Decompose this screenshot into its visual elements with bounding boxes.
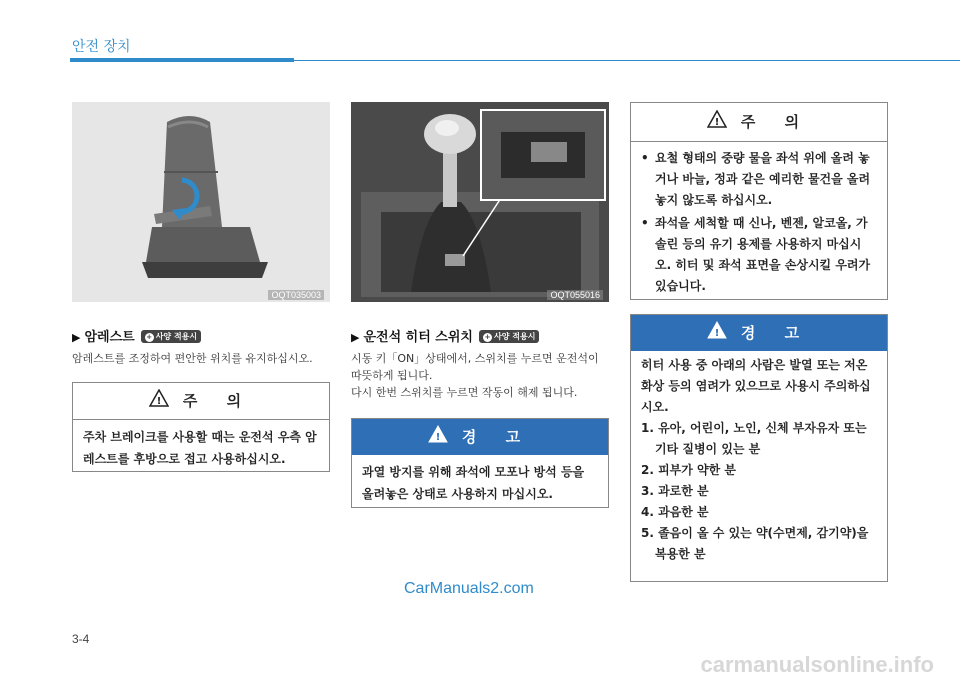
- warning-text: 과열 방지를 위해 좌석에 모포나 방석 등을 올려놓은 상태로 사용하지 마십시오.: [362, 465, 585, 501]
- section-title: 안전 장치: [72, 39, 131, 55]
- list-item: 5. 졸음이 올 수 있는 약(수면제, 감기약)을 복용한 분: [641, 526, 869, 561]
- list-item: 1. 유아, 어린이, 노인, 신체 부자유자 또는 기타 질병이 있는 분: [641, 421, 867, 456]
- warning-header: ! 경 고: [352, 419, 608, 455]
- heater-use-warning-box: [630, 314, 888, 582]
- warning-triangle-icon: [707, 316, 727, 352]
- list-item: 3. 과로한 분: [641, 484, 709, 498]
- triangle-bullet-icon: ▶: [72, 331, 81, 344]
- warning-intro: 히터 사용 중 아래의 사람은 발열 또는 저온 화상 등의 염려가 있으므로 사용시 주의하십시오.: [641, 358, 871, 414]
- list-item: 2. 피부가 약한 분: [641, 463, 736, 477]
- option-badge: + 사양 적용시: [141, 330, 201, 343]
- image-code: OQT055016: [547, 290, 603, 300]
- page-number: 3-4: [72, 632, 90, 646]
- header-rule: [294, 60, 960, 61]
- option-icon: +: [484, 333, 491, 341]
- armrest-caution-box: [72, 382, 330, 472]
- caution-content: [631, 142, 887, 305]
- armrest-text: 암레스트를 조정하여 편안한 위치를 유지하십시오.: [72, 352, 313, 365]
- armrest-heading: ▶ 암레스트 + 사양 적용시: [72, 326, 201, 345]
- list-item: • 좌석을 세척할 때 신나, 벤젠, 알코올, 가솔린 등의 유기 용제를 사용하지 마십시오. 히터 및 좌석 표면을 손상시킬 우려가 있습니다.: [641, 213, 877, 297]
- caution-header: ! 주 의: [631, 103, 887, 142]
- header-rule-accent: [70, 58, 294, 62]
- warning-content: [631, 351, 887, 569]
- svg-text:!: !: [435, 431, 441, 443]
- svg-text:!: !: [156, 395, 162, 407]
- option-icon: +: [146, 333, 153, 341]
- list-item: 4. 과음한 분: [641, 505, 709, 519]
- site-watermark: carmanualsonline.info: [700, 652, 934, 677]
- image-code: OQT035003: [268, 290, 324, 300]
- caution-text: 주차 브레이크를 사용할 때는 운전석 우측 암레스트를 후방으로 접고 사용하십시오.: [83, 430, 317, 466]
- heater-heading: ▶ 운전석 히터 스위치 + 사양 적용시: [351, 326, 539, 345]
- carmanuals-watermark: CarManuals2.com: [404, 580, 534, 597]
- seat-armrest-image: [72, 102, 330, 302]
- warning-triangle-icon: [149, 384, 169, 420]
- warning-triangle-icon: [428, 420, 448, 456]
- warning-triangle-icon: [707, 104, 727, 142]
- option-badge: + 사양 적용시: [479, 330, 539, 343]
- heater-text: 시동 키「ON」상태에서, 스위치를 누르면 운전석이 따뜻하게 됩니다. 다시 한번 스위치를 누르면 작동이 해제 됩니다.: [351, 352, 599, 399]
- heater-warning-box: [351, 418, 609, 508]
- svg-text:!: !: [714, 116, 720, 128]
- heater-switch-image: [351, 102, 609, 302]
- caution-header: ! 주 의: [73, 383, 329, 420]
- svg-text:!: !: [714, 327, 720, 339]
- triangle-bullet-icon: ▶: [351, 331, 360, 344]
- shift-lever-illustration: [351, 102, 609, 302]
- seat-care-caution-box: [630, 102, 888, 300]
- list-item: • 요철 형태의 중량 물을 좌석 위에 올려 놓거나 바늘, 정과 같은 예리한 물건을 올려 놓지 않도록 하십시오.: [641, 148, 877, 211]
- warning-header: ! 경 고: [631, 315, 887, 351]
- seat-illustration: [72, 102, 330, 302]
